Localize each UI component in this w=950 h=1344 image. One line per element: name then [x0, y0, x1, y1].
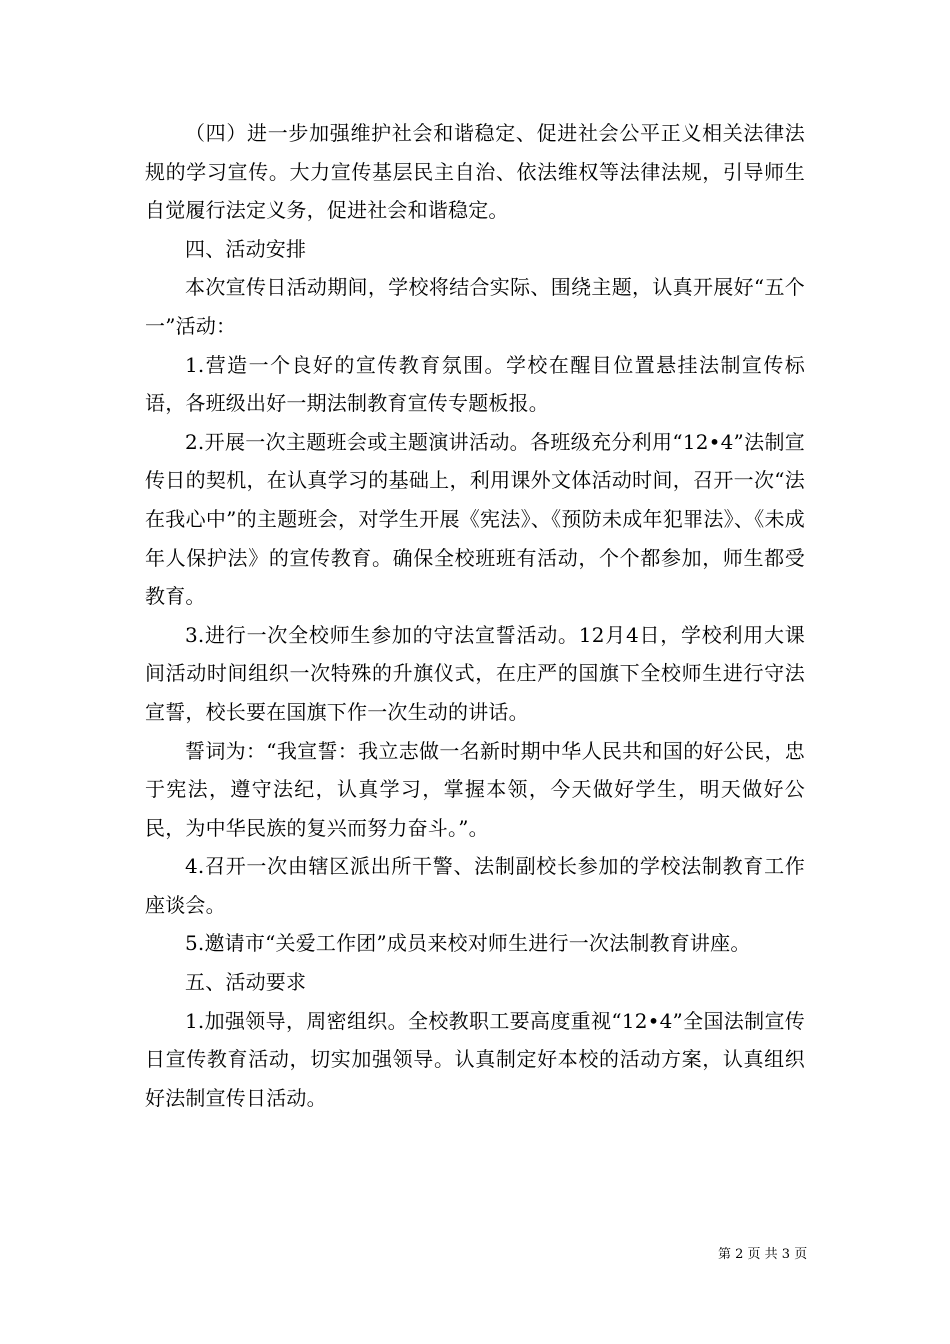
document-body: [145, 114, 805, 1117]
paragraph-activity-intro: 本次宣传日活动期间，学校将结合实际、围绕主题，认真开展好“五个一”活动：: [145, 275, 805, 338]
heading-activity-requirements: 五、活动要求: [185, 970, 307, 995]
paragraph-item-4: 4.召开一次由辖区派出所干警、法制副校长参加的学校法制教育工作座谈会。: [145, 854, 805, 917]
page-number-footer: 第 2 页 共 3 页: [718, 1247, 808, 1262]
paragraph-item-5: 5.邀请市“关爱工作团”成员来校对师生进行一次法制教育讲座。: [185, 931, 751, 956]
paragraph-item-3: 3.进行一次全校师生参加的守法宣誓活动。12月4日，学校利用大课间活动时间组织一次特殊的升旗仪式，在庄严的国旗下全校师生进行守法宣誓，校长要在国旗下作一次生动的讲话。: [145, 622, 805, 724]
paragraph-requirement-1: 1.加强领导，周密组织。全校教职工要高度重视“12•4”全国法制宣传日宣传教育活动，切实加强领导。认真制定好本校的活动方案，认真组织好法制宣传日活动。: [145, 1008, 805, 1110]
paragraph-oath: 誓词为：“我宣誓：我立志做一名新时期中华人民共和国的好公民，忠于宪法，遵守法纪，认真学习，掌握本领，今天做好学生，明天做好公民，为中华民族的复兴而努力奋斗。”。: [145, 738, 805, 840]
paragraph-legal-publicity: （四）进一步加强维护社会和谐稳定、促进社会公平正义相关法律法规的学习宣传。大力宣传基层民主自治、依法维权等法律法规，引导师生自觉履行法定义务，促进社会和谐稳定。: [145, 121, 805, 223]
paragraph-item-1: 1.营造一个良好的宣传教育氛围。学校在醒目位置悬挂法制宣传标语，各班级出好一期法制教育宣传专题板报。: [145, 352, 805, 416]
paragraph-item-2: 2.开展一次主题班会或主题演讲活动。各班级充分利用“12•4”法制宣传日的契机，在认真学习的基础上，利用课外文体活动时间，召开一次“法在我心中”的主题班会，对学生开展《宪法》、《预防未成年犯罪法》、《未成年人保护法》的宣传教育。确保全校班班有活动，个个都参加，师生都受教育。: [145, 429, 805, 609]
heading-activity-arrangement: 四、活动安排: [185, 236, 307, 261]
